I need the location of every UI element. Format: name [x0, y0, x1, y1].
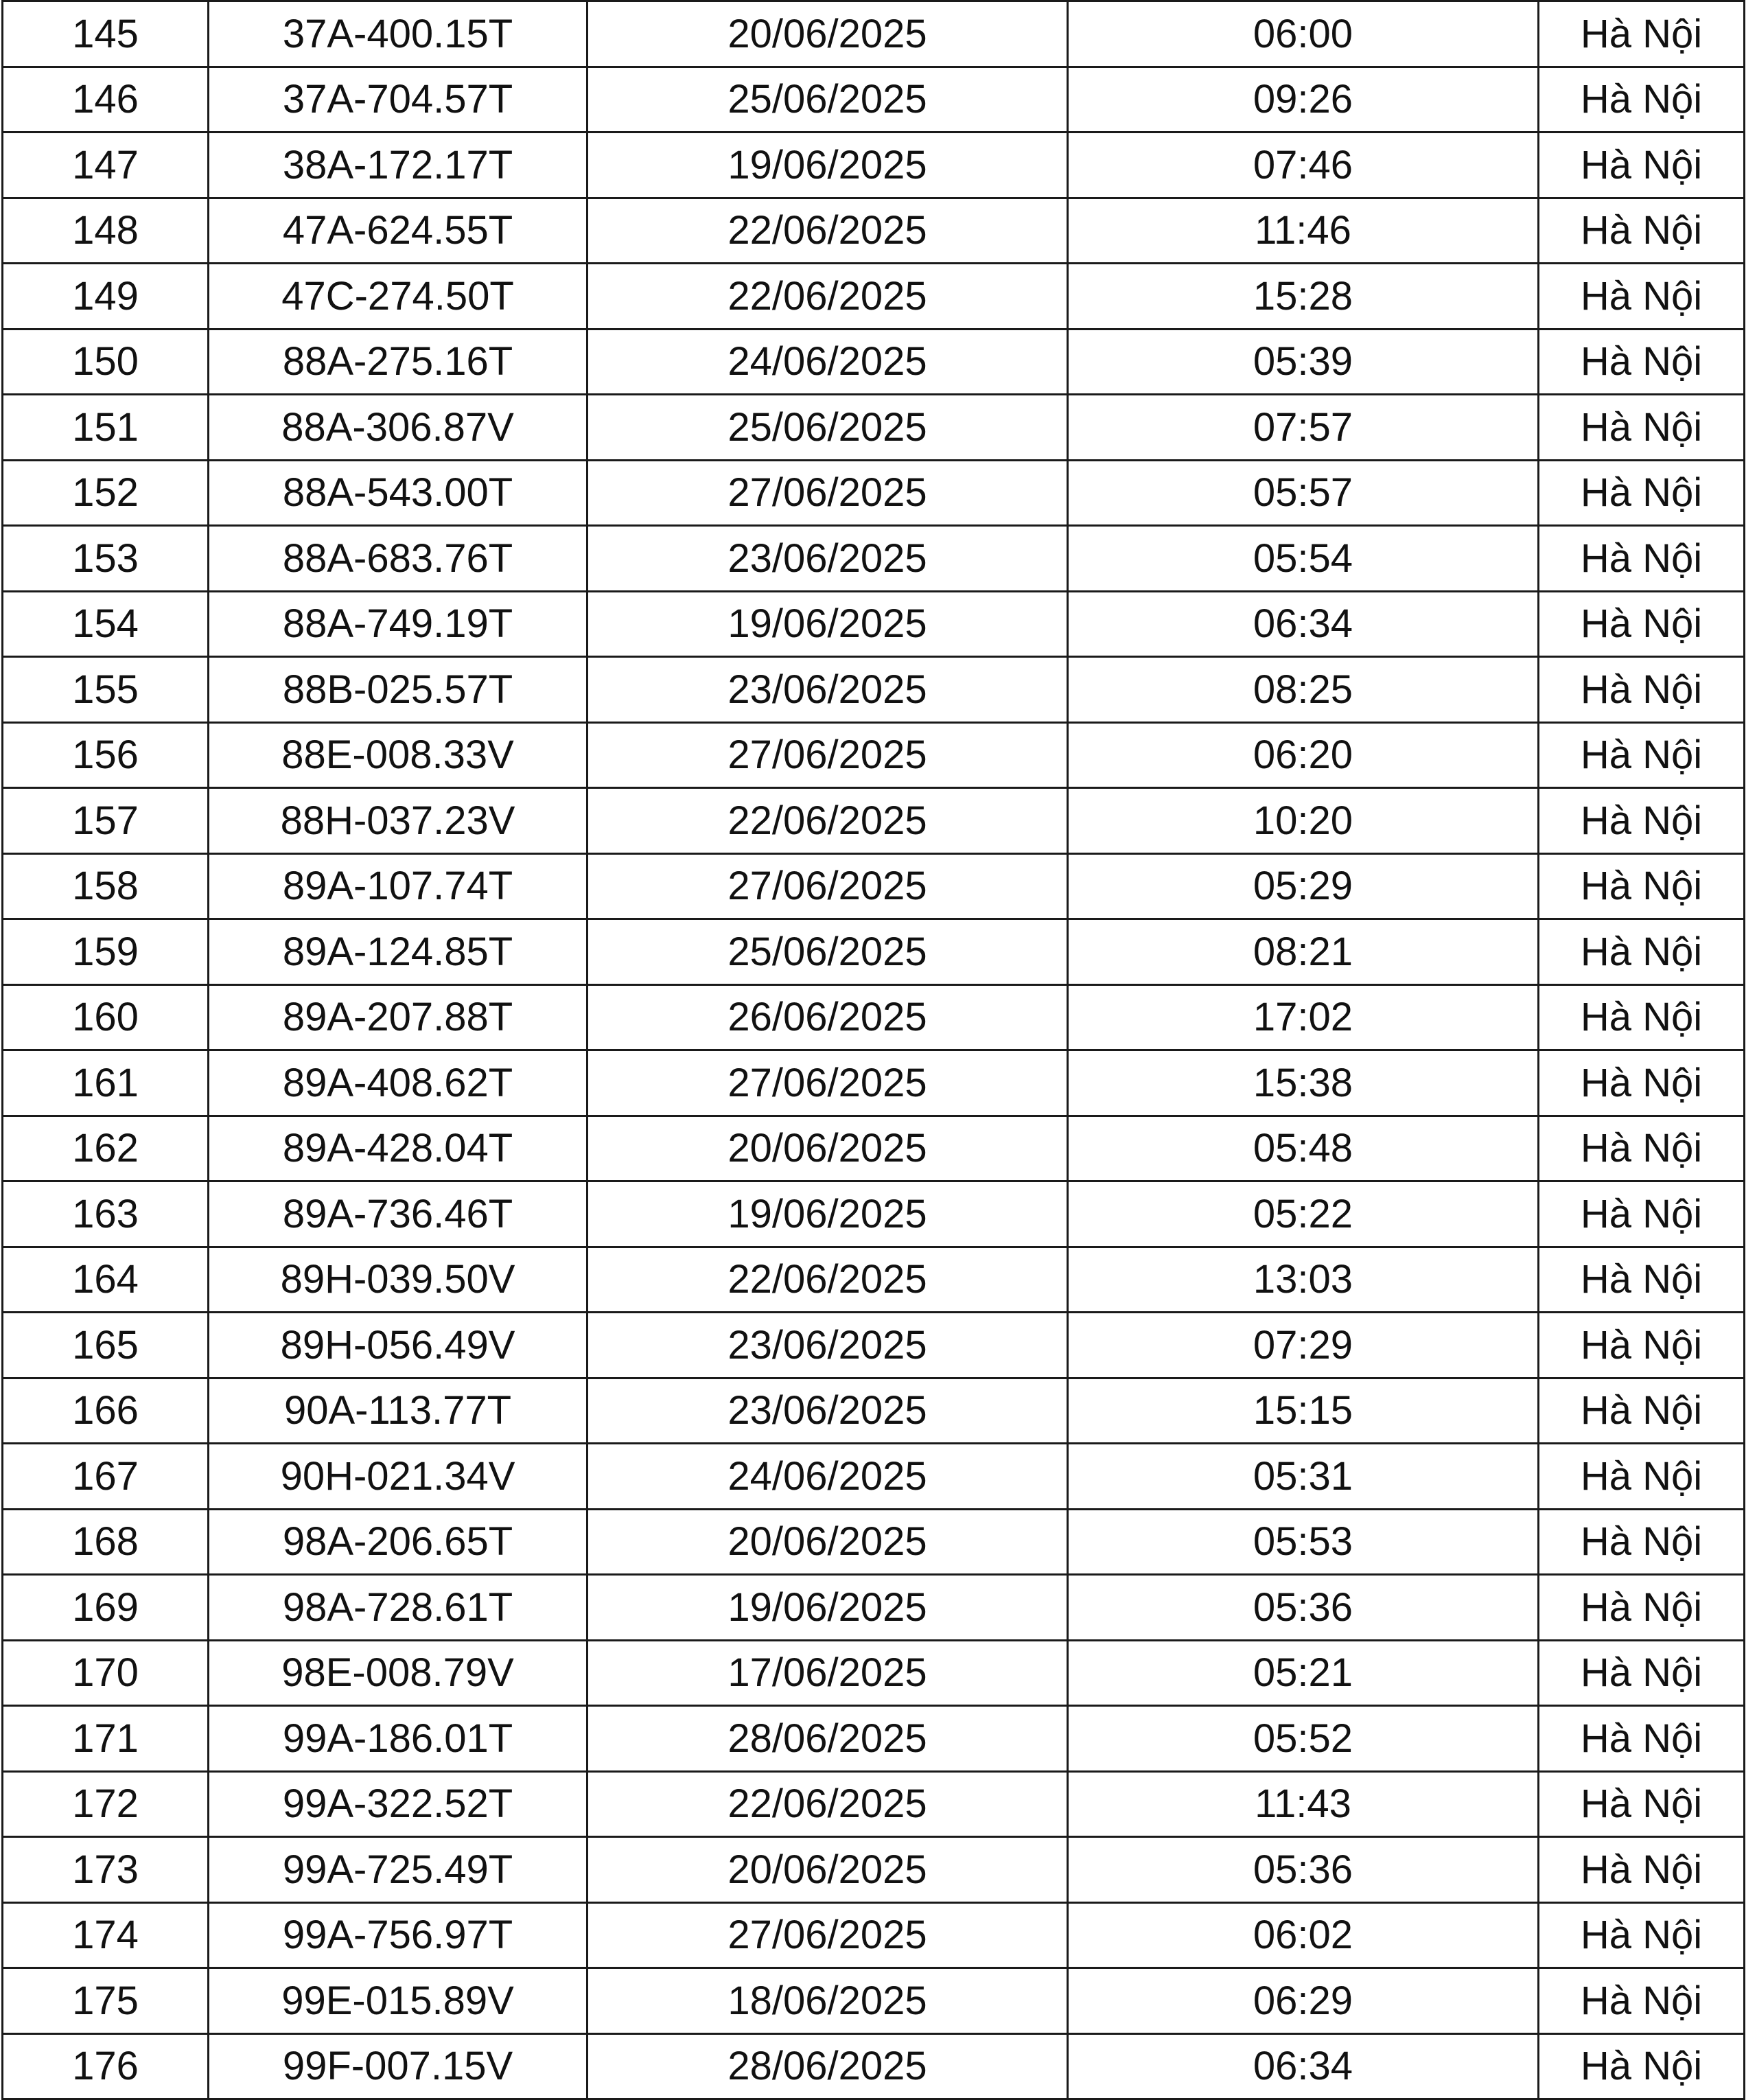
processing-unit-cell[interactable]: Hà Nội	[1539, 1837, 1745, 1903]
violation-time-cell[interactable]: 05:29	[1068, 853, 1539, 919]
license-plate-cell[interactable]: 99A-725.49T	[209, 1837, 587, 1903]
table-row	[3, 1575, 1745, 1641]
table-row	[3, 67, 1745, 132]
violation-time-cell[interactable]: 05:36	[1068, 1575, 1539, 1641]
table-row	[3, 1181, 1745, 1247]
violation-date-cell[interactable]: 19/06/2025	[587, 1575, 1068, 1641]
processing-unit-cell[interactable]: Hà Nội	[1539, 1, 1745, 67]
violation-date-cell[interactable]: 23/06/2025	[587, 657, 1068, 723]
row-number-cell[interactable]: 148	[3, 198, 209, 264]
row-number-cell[interactable]: 151	[3, 395, 209, 461]
license-plate-cell[interactable]: 88A-306.87V	[209, 395, 587, 461]
row-number-cell[interactable]: 166	[3, 1378, 209, 1444]
processing-unit-cell[interactable]: Hà Nội	[1539, 1902, 1745, 1968]
license-plate-cell[interactable]: 89A-124.85T	[209, 919, 587, 985]
table-row	[3, 2033, 1745, 2099]
violation-time-cell[interactable]: 06:00	[1068, 1, 1539, 67]
violations-table	[1, 0, 1745, 2100]
violation-date-cell[interactable]: 23/06/2025	[587, 526, 1068, 592]
processing-unit-cell[interactable]: Hà Nội	[1539, 1509, 1745, 1575]
processing-unit-cell[interactable]: Hà Nội	[1539, 591, 1745, 657]
violation-date-cell[interactable]: 19/06/2025	[587, 1181, 1068, 1247]
processing-unit-cell[interactable]: Hà Nội	[1539, 460, 1745, 526]
violation-time-cell[interactable]: 05:21	[1068, 1640, 1539, 1706]
violation-date-cell[interactable]: 20/06/2025	[587, 1, 1068, 67]
violation-date-cell[interactable]: 17/06/2025	[587, 1640, 1068, 1706]
license-plate-cell[interactable]: 37A-400.15T	[209, 1, 587, 67]
row-number-cell[interactable]: 159	[3, 919, 209, 985]
processing-unit-cell[interactable]: Hà Nội	[1539, 1706, 1745, 1772]
violation-time-cell[interactable]: 09:26	[1068, 67, 1539, 132]
license-plate-cell[interactable]: 89H-056.49V	[209, 1313, 587, 1378]
violation-date-cell[interactable]: 23/06/2025	[587, 1313, 1068, 1378]
processing-unit-cell[interactable]: Hà Nội	[1539, 984, 1745, 1050]
processing-unit-cell[interactable]: Hà Nội	[1539, 1968, 1745, 2034]
row-number-cell[interactable]: 162	[3, 1116, 209, 1181]
row-number-cell[interactable]: 158	[3, 853, 209, 919]
violation-time-cell[interactable]: 11:46	[1068, 198, 1539, 264]
row-number-cell[interactable]: 165	[3, 1313, 209, 1378]
table-row	[3, 788, 1745, 854]
license-plate-cell[interactable]: 89A-736.46T	[209, 1181, 587, 1247]
processing-unit-cell[interactable]: Hà Nội	[1539, 395, 1745, 461]
violation-date-cell[interactable]: 27/06/2025	[587, 460, 1068, 526]
processing-unit-cell[interactable]: Hà Nội	[1539, 1444, 1745, 1510]
violation-date-cell[interactable]: 27/06/2025	[587, 722, 1068, 788]
processing-unit-cell[interactable]: Hà Nội	[1539, 1050, 1745, 1116]
license-plate-cell[interactable]: 98A-206.65T	[209, 1509, 587, 1575]
violation-time-cell[interactable]: 07:46	[1068, 132, 1539, 198]
processing-unit-cell[interactable]: Hà Nội	[1539, 853, 1745, 919]
row-number-cell[interactable]: 152	[3, 460, 209, 526]
processing-unit-cell[interactable]: Hà Nội	[1539, 1640, 1745, 1706]
table-row	[3, 1313, 1745, 1378]
row-number-cell[interactable]: 169	[3, 1575, 209, 1641]
violation-date-cell[interactable]: 22/06/2025	[587, 264, 1068, 330]
table-row	[3, 657, 1745, 723]
row-number-cell[interactable]: 145	[3, 1, 209, 67]
violation-time-cell[interactable]: 05:53	[1068, 1509, 1539, 1575]
license-plate-cell[interactable]: 88A-275.16T	[209, 329, 587, 395]
processing-unit-cell[interactable]: Hà Nội	[1539, 1116, 1745, 1181]
row-number-cell[interactable]: 146	[3, 67, 209, 132]
table-row	[3, 1378, 1745, 1444]
violation-time-cell[interactable]: 07:29	[1068, 1313, 1539, 1378]
table-row	[3, 1771, 1745, 1837]
row-number-cell[interactable]: 163	[3, 1181, 209, 1247]
processing-unit-cell[interactable]: Hà Nội	[1539, 132, 1745, 198]
violation-date-cell[interactable]: 27/06/2025	[587, 1902, 1068, 1968]
table-row	[3, 526, 1745, 592]
processing-unit-cell[interactable]: Hà Nội	[1539, 722, 1745, 788]
license-plate-cell[interactable]: 38A-172.17T	[209, 132, 587, 198]
row-number-cell[interactable]: 164	[3, 1247, 209, 1313]
table-row	[3, 132, 1745, 198]
table-row	[3, 984, 1745, 1050]
violation-date-cell[interactable]: 19/06/2025	[587, 591, 1068, 657]
violation-date-cell[interactable]: 22/06/2025	[587, 198, 1068, 264]
processing-unit-cell[interactable]: Hà Nội	[1539, 657, 1745, 723]
violation-date-cell[interactable]: 22/06/2025	[587, 1247, 1068, 1313]
table-row	[3, 1247, 1745, 1313]
violation-date-cell[interactable]: 24/06/2025	[587, 1444, 1068, 1510]
processing-unit-cell[interactable]: Hà Nội	[1539, 1313, 1745, 1378]
violation-time-cell[interactable]: 05:52	[1068, 1706, 1539, 1772]
processing-unit-cell[interactable]: Hà Nội	[1539, 329, 1745, 395]
processing-unit-cell[interactable]: Hà Nội	[1539, 1247, 1745, 1313]
violation-time-cell[interactable]: 15:28	[1068, 264, 1539, 330]
violation-time-cell[interactable]: 08:25	[1068, 657, 1539, 723]
processing-unit-cell[interactable]: Hà Nội	[1539, 67, 1745, 132]
license-plate-cell[interactable]: 98E-008.79V	[209, 1640, 587, 1706]
violation-time-cell[interactable]: 06:34	[1068, 2033, 1539, 2099]
processing-unit-cell[interactable]: Hà Nội	[1539, 1378, 1745, 1444]
violation-date-cell[interactable]: 20/06/2025	[587, 1837, 1068, 1903]
license-plate-cell[interactable]: 47A-624.55T	[209, 198, 587, 264]
table-row	[3, 1640, 1745, 1706]
violation-date-cell[interactable]: 19/06/2025	[587, 132, 1068, 198]
processing-unit-cell[interactable]: Hà Nội	[1539, 1575, 1745, 1641]
violation-date-cell[interactable]: 27/06/2025	[587, 1050, 1068, 1116]
row-number-cell[interactable]: 149	[3, 264, 209, 330]
violation-time-cell[interactable]: 11:43	[1068, 1771, 1539, 1837]
processing-unit-cell[interactable]: Hà Nội	[1539, 2033, 1745, 2099]
processing-unit-cell[interactable]: Hà Nội	[1539, 1181, 1745, 1247]
license-plate-cell[interactable]: 99A-186.01T	[209, 1706, 587, 1772]
violation-date-cell[interactable]: 25/06/2025	[587, 919, 1068, 985]
violation-time-cell[interactable]: 10:20	[1068, 788, 1539, 854]
table-row	[3, 1444, 1745, 1510]
table-row	[3, 1902, 1745, 1968]
row-number-cell[interactable]: 153	[3, 526, 209, 592]
violation-date-cell[interactable]: 20/06/2025	[587, 1509, 1068, 1575]
violation-date-cell[interactable]: 22/06/2025	[587, 788, 1068, 854]
license-plate-cell[interactable]: 89A-207.88T	[209, 984, 587, 1050]
violation-date-cell[interactable]: 27/06/2025	[587, 853, 1068, 919]
violation-time-cell[interactable]: 06:20	[1068, 722, 1539, 788]
violation-date-cell[interactable]: 22/06/2025	[587, 1771, 1068, 1837]
license-plate-cell[interactable]: 88A-543.00T	[209, 460, 587, 526]
violation-time-cell[interactable]: 15:38	[1068, 1050, 1539, 1116]
row-number-cell[interactable]: 172	[3, 1771, 209, 1837]
processing-unit-cell[interactable]: Hà Nội	[1539, 526, 1745, 592]
license-plate-cell[interactable]: 88A-749.19T	[209, 591, 587, 657]
violation-date-cell[interactable]: 24/06/2025	[587, 329, 1068, 395]
violation-time-cell[interactable]: 05:54	[1068, 526, 1539, 592]
violation-time-cell[interactable]: 05:48	[1068, 1116, 1539, 1181]
table-row	[3, 1706, 1745, 1772]
processing-unit-cell[interactable]: Hà Nội	[1539, 788, 1745, 854]
table-row	[3, 264, 1745, 330]
violation-time-cell[interactable]: 06:34	[1068, 591, 1539, 657]
row-number-cell[interactable]: 155	[3, 657, 209, 723]
violation-date-cell[interactable]: 25/06/2025	[587, 395, 1068, 461]
row-number-cell[interactable]: 171	[3, 1706, 209, 1772]
license-plate-cell[interactable]: 89A-428.04T	[209, 1116, 587, 1181]
violation-time-cell[interactable]: 13:03	[1068, 1247, 1539, 1313]
row-number-cell[interactable]: 168	[3, 1509, 209, 1575]
license-plate-cell[interactable]: 99A-756.97T	[209, 1902, 587, 1968]
license-plate-cell[interactable]: 89A-408.62T	[209, 1050, 587, 1116]
processing-unit-cell[interactable]: Hà Nội	[1539, 1771, 1745, 1837]
violation-time-cell[interactable]: 06:29	[1068, 1968, 1539, 2034]
violation-time-cell[interactable]: 05:22	[1068, 1181, 1539, 1247]
row-number-cell[interactable]: 150	[3, 329, 209, 395]
row-number-cell[interactable]: 156	[3, 722, 209, 788]
violation-time-cell[interactable]: 15:15	[1068, 1378, 1539, 1444]
table-row	[3, 1116, 1745, 1181]
table-row	[3, 1968, 1745, 2034]
table-row	[3, 1509, 1745, 1575]
row-number-cell[interactable]: 157	[3, 788, 209, 854]
table-row	[3, 395, 1745, 461]
table-row	[3, 460, 1745, 526]
table-row	[3, 1, 1745, 67]
row-number-cell[interactable]: 167	[3, 1444, 209, 1510]
violation-time-cell[interactable]: 17:02	[1068, 984, 1539, 1050]
license-plate-cell[interactable]: 88B-025.57T	[209, 657, 587, 723]
processing-unit-cell[interactable]: Hà Nội	[1539, 198, 1745, 264]
row-number-cell[interactable]: 173	[3, 1837, 209, 1903]
processing-unit-cell[interactable]: Hà Nội	[1539, 919, 1745, 985]
license-plate-cell[interactable]: 88A-683.76T	[209, 526, 587, 592]
violation-date-cell[interactable]: 23/06/2025	[587, 1378, 1068, 1444]
license-plate-cell[interactable]: 98A-728.61T	[209, 1575, 587, 1641]
table-row	[3, 1837, 1745, 1903]
license-plate-cell[interactable]: 37A-704.57T	[209, 67, 587, 132]
violation-date-cell[interactable]: 28/06/2025	[587, 2033, 1068, 2099]
violation-date-cell[interactable]: 25/06/2025	[587, 67, 1068, 132]
table-body	[3, 1, 1745, 2099]
row-number-cell[interactable]: 176	[3, 2033, 209, 2099]
table-row	[3, 1050, 1745, 1116]
table-row	[3, 853, 1745, 919]
license-plate-cell[interactable]: 89A-107.74T	[209, 853, 587, 919]
row-number-cell[interactable]: 147	[3, 132, 209, 198]
license-plate-cell[interactable]: 89H-039.50V	[209, 1247, 587, 1313]
table-row	[3, 591, 1745, 657]
row-number-cell[interactable]: 170	[3, 1640, 209, 1706]
license-plate-cell[interactable]: 88H-037.23V	[209, 788, 587, 854]
row-number-cell[interactable]: 161	[3, 1050, 209, 1116]
violation-date-cell[interactable]: 28/06/2025	[587, 1706, 1068, 1772]
violation-date-cell[interactable]: 20/06/2025	[587, 1116, 1068, 1181]
violation-time-cell[interactable]: 05:36	[1068, 1837, 1539, 1903]
license-plate-cell[interactable]: 47C-274.50T	[209, 264, 587, 330]
table-row	[3, 919, 1745, 985]
violation-time-cell[interactable]: 07:57	[1068, 395, 1539, 461]
row-number-cell[interactable]: 175	[3, 1968, 209, 2034]
table-row	[3, 329, 1745, 395]
license-plate-cell[interactable]: 90A-113.77T	[209, 1378, 587, 1444]
row-number-cell[interactable]: 174	[3, 1902, 209, 1968]
violation-time-cell[interactable]: 05:57	[1068, 460, 1539, 526]
violation-date-cell[interactable]: 26/06/2025	[587, 984, 1068, 1050]
violation-time-cell[interactable]: 05:39	[1068, 329, 1539, 395]
license-plate-cell[interactable]: 99E-015.89V	[209, 1968, 587, 2034]
violation-time-cell[interactable]: 06:02	[1068, 1902, 1539, 1968]
row-number-cell[interactable]: 154	[3, 591, 209, 657]
table-row	[3, 198, 1745, 264]
violation-time-cell[interactable]: 05:31	[1068, 1444, 1539, 1510]
license-plate-cell[interactable]: 99A-322.52T	[209, 1771, 587, 1837]
license-plate-cell[interactable]: 90H-021.34V	[209, 1444, 587, 1510]
violation-date-cell[interactable]: 18/06/2025	[587, 1968, 1068, 2034]
violation-time-cell[interactable]: 08:21	[1068, 919, 1539, 985]
table-row	[3, 722, 1745, 788]
license-plate-cell[interactable]: 99F-007.15V	[209, 2033, 587, 2099]
license-plate-cell[interactable]: 88E-008.33V	[209, 722, 587, 788]
processing-unit-cell[interactable]: Hà Nội	[1539, 264, 1745, 330]
row-number-cell[interactable]: 160	[3, 984, 209, 1050]
